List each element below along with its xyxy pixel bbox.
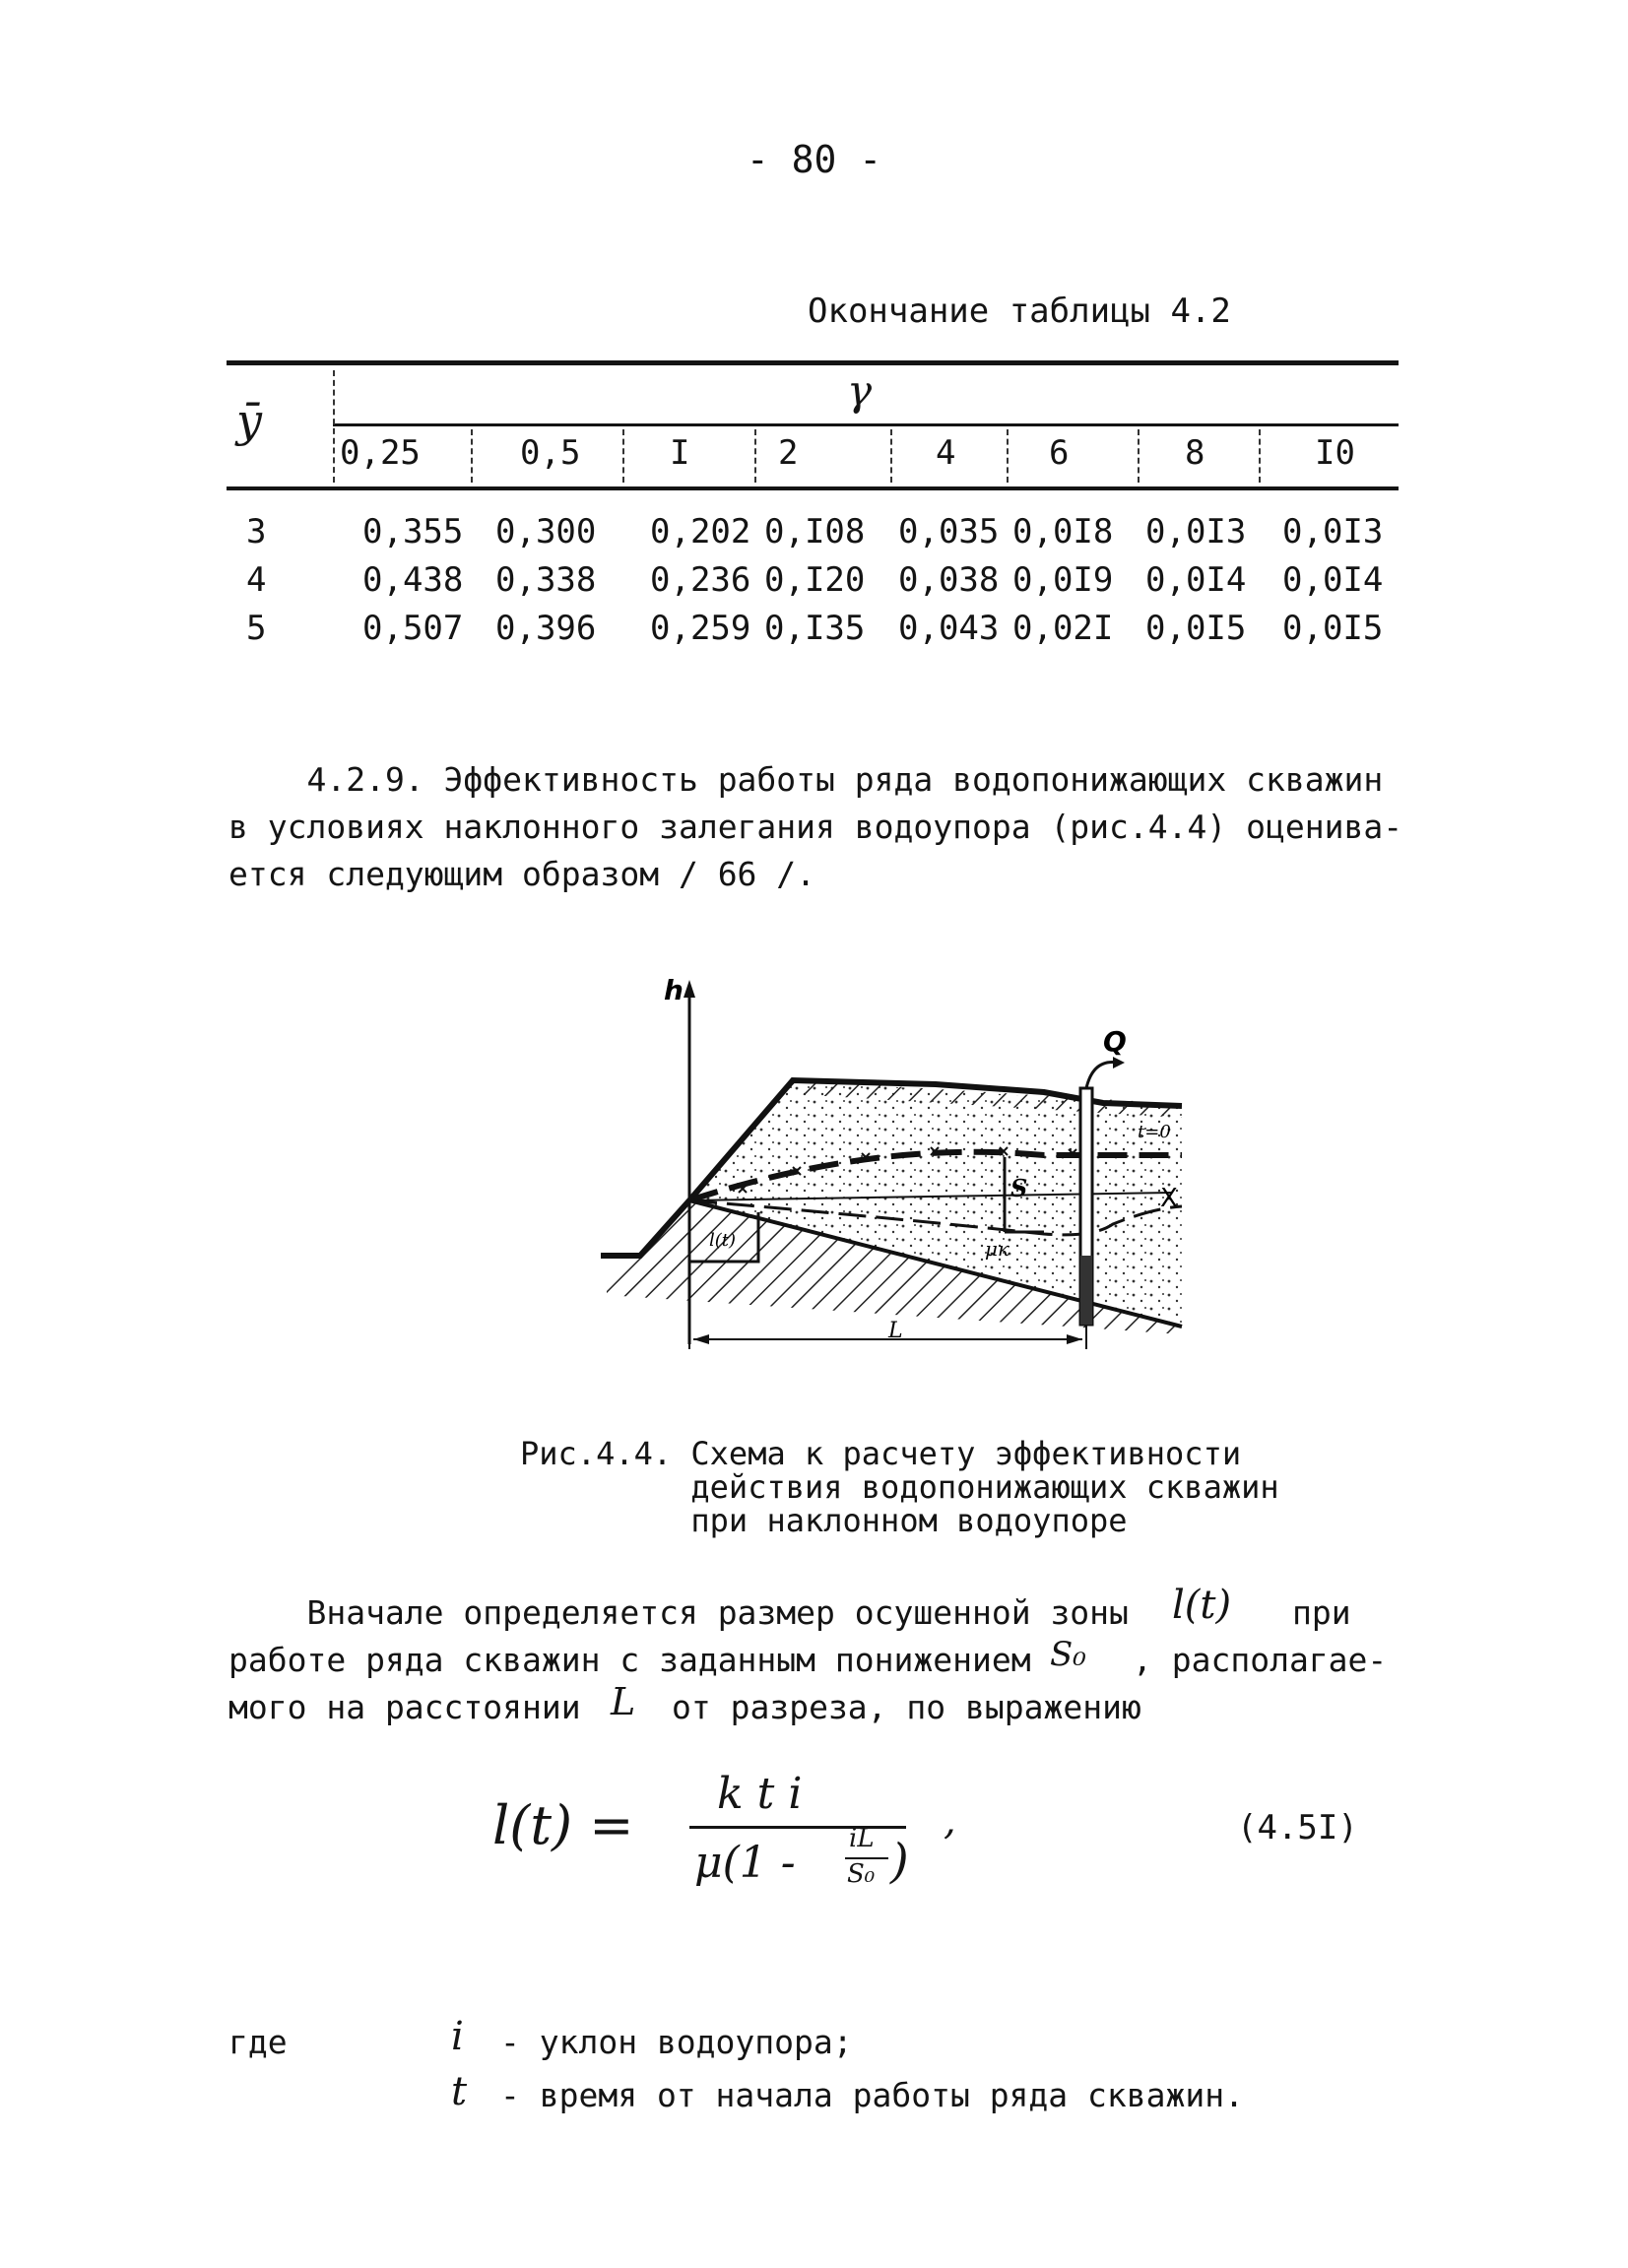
t0-label: t=0 [1138, 1122, 1171, 1142]
column-separator [471, 429, 475, 483]
table-cell: 0,0I4 [1145, 560, 1247, 600]
figure-diagram [581, 960, 1192, 1364]
table-cell: 0,I08 [764, 512, 866, 551]
dimension-arrow-icon [1067, 1334, 1082, 1344]
column-header: 6 [1049, 433, 1070, 473]
column-separator [1259, 429, 1263, 483]
formula-inner-denominator: S₀ [847, 1859, 876, 1889]
table-cell: 0,259 [650, 609, 751, 648]
lt-label: l(t) [709, 1230, 737, 1251]
column-header: 0,5 [520, 433, 581, 473]
x-axis-label: X [1160, 1184, 1178, 1213]
discharge-arrow-icon [1113, 1057, 1125, 1069]
where-definition: - уклон водоупора; [500, 2023, 853, 2061]
table-cell: 0,355 [362, 512, 464, 551]
paragraph-text: , располагае- [1133, 1641, 1388, 1679]
where-symbol: i [451, 2014, 464, 2059]
paragraph-line: 4.2.9. Эффективность работы ряда водопонижающих скважин [228, 760, 1384, 799]
table-cell: 0,0I3 [1145, 512, 1247, 551]
header-bottom-rule [227, 486, 1399, 490]
paragraph-text: работе ряда скважин с заданным понижением [228, 1641, 1031, 1679]
table-cell: 0,0I9 [1012, 560, 1114, 600]
column-header: I [670, 433, 690, 473]
formula-lhs: l(t) = [492, 1794, 634, 1856]
row-label: 4 [246, 560, 267, 600]
formula-denominator: μ(1 - [694, 1838, 796, 1888]
mu-label: μк [985, 1237, 1009, 1261]
figure-caption-line: действия водопонижающих скважин [520, 1468, 1279, 1506]
table-cell: 0,0I5 [1145, 609, 1247, 648]
column-separator [622, 429, 626, 483]
table-cell: 0,507 [362, 609, 464, 648]
table-cell: 0,043 [898, 609, 1000, 648]
page-number: - 80 - [746, 138, 882, 181]
column-separator [1007, 429, 1010, 483]
paragraph-line: ется следующим образом / 66 /. [228, 855, 816, 893]
figure-caption-line: Рис.4.4. Схема к расчету эффективности [520, 1435, 1242, 1472]
where-word: где [228, 2023, 288, 2061]
formula-inner-numerator: iL [849, 1824, 875, 1853]
h-axis-arrow-icon [684, 980, 695, 998]
table-cell: 0,0I3 [1282, 512, 1384, 551]
table-cell: 0,300 [495, 512, 597, 551]
formula-comma: , [944, 1798, 956, 1844]
column-separator [333, 370, 337, 483]
column-header: I0 [1315, 433, 1355, 473]
paragraph-line: в условиях наклонного залегания водоупора (рис.4.4) оценива- [228, 808, 1403, 846]
column-header: 2 [778, 433, 799, 473]
lt-symbol: l(t) [1172, 1583, 1232, 1628]
well-filter [1080, 1256, 1092, 1325]
dimension-arrow-icon [693, 1334, 709, 1344]
table-cell: 0,396 [495, 609, 597, 648]
table-cell: 0,035 [898, 512, 1000, 551]
where-definition: - время от начала работы ряда скважин. [500, 2076, 1244, 2114]
l-symbol: L [611, 1680, 636, 1723]
group-header-symbol: γ [847, 366, 873, 415]
table-cell: 0,038 [898, 560, 1000, 600]
header-mid-rule [333, 423, 1399, 426]
formula-numerator: k t i [717, 1769, 803, 1819]
h-axis-label: h [664, 974, 684, 1006]
column-header: 8 [1185, 433, 1205, 473]
column-header: 4 [936, 433, 956, 473]
formula-close-paren: ) [890, 1834, 909, 1889]
figure-caption-line: при наклонном водоупоре [520, 1502, 1128, 1539]
paragraph-text: от разреза, по выражению [672, 1688, 1141, 1726]
formula-number: (4.5I) [1237, 1808, 1358, 1847]
s0-symbol: S₀ [1050, 1635, 1086, 1674]
q-label: Q [1103, 1025, 1127, 1058]
where-symbol: t [451, 2069, 468, 2114]
table-cell: 0,236 [650, 560, 751, 600]
table-top-rule [227, 360, 1399, 365]
table-cell: 0,0I4 [1282, 560, 1384, 600]
row-label: 3 [246, 512, 267, 551]
paragraph-text: при [1292, 1593, 1351, 1632]
table-cell: 0,202 [650, 512, 751, 551]
table-cell: 0,02I [1012, 609, 1114, 648]
column-header: 0,25 [340, 433, 421, 473]
table-caption: Окончание таблицы 4.2 [808, 292, 1231, 331]
column-separator [1138, 429, 1141, 483]
table-cell: 0,0I8 [1012, 512, 1114, 551]
paragraph-text: мого на расстоянии [228, 1688, 581, 1726]
table-cell: 0,I35 [764, 609, 866, 648]
paragraph-text: Вначале определяется размер осушенной зоны [228, 1593, 1129, 1632]
table-cell: 0,I20 [764, 560, 866, 600]
l-dimension-label: L [888, 1319, 903, 1343]
row-header-symbol: ӯ [236, 394, 263, 447]
s-label: S [1010, 1174, 1028, 1202]
row-label: 5 [246, 609, 267, 648]
table-cell: 0,338 [495, 560, 597, 600]
table-cell: 0,438 [362, 560, 464, 600]
table-cell: 0,0I5 [1282, 609, 1384, 648]
column-separator [754, 429, 758, 483]
column-separator [890, 429, 894, 483]
